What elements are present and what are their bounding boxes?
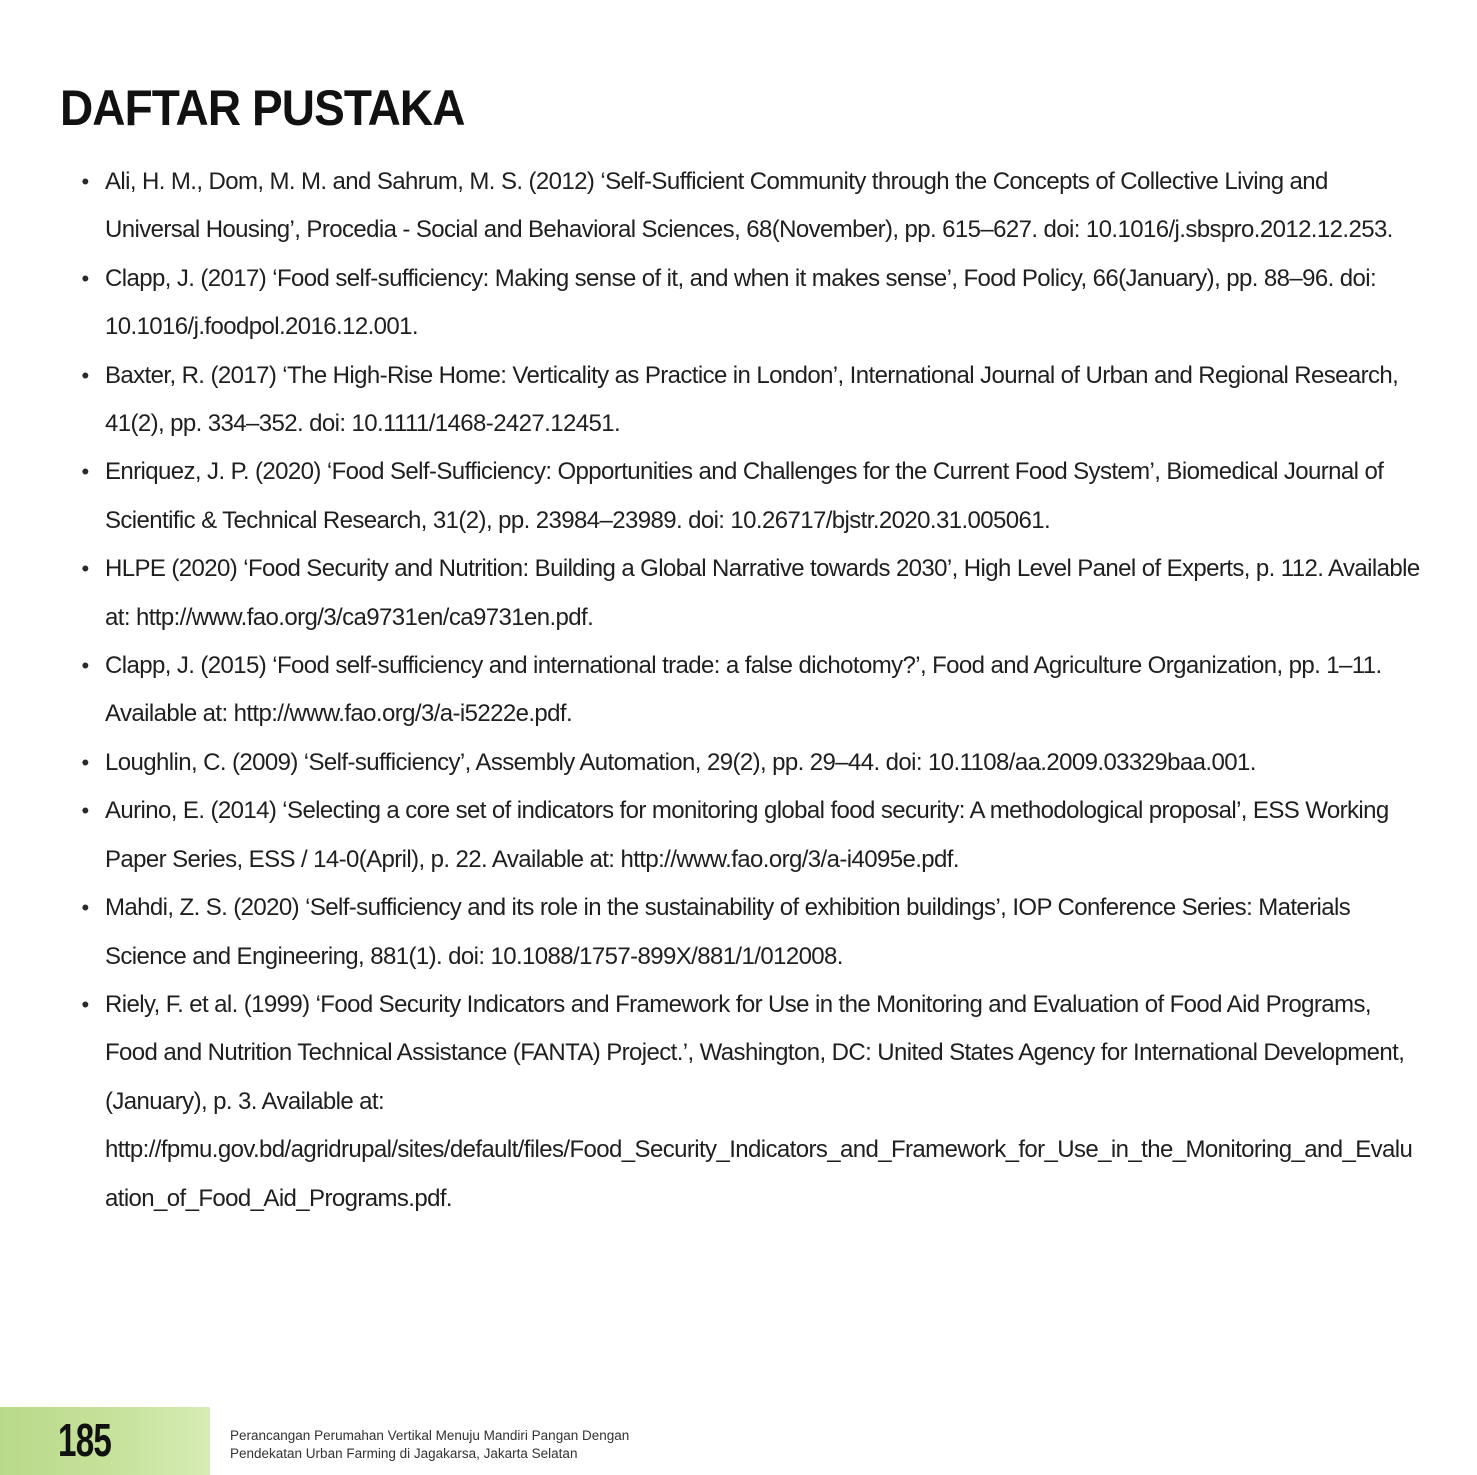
- reference-item: [78, 158, 1423, 255]
- page-footer: [0, 1407, 1477, 1475]
- page-title: DAFTAR PUSTAKA: [60, 80, 465, 136]
- reference-text: Aurino, E. (2014) ‘Selecting a core set of indicators for monitoring global food security: A methodological proposal’, ESS Working Paper Series, ESS / 14-0(April), p. 22. Available at: http://www.fao.org/3/a-i4095e.pdf.: [105, 797, 1389, 873]
- bullet-icon: •: [81, 798, 89, 824]
- bullet-icon: •: [81, 991, 89, 1017]
- reference-item: [78, 545, 1423, 642]
- reference-item: [78, 739, 1423, 787]
- bullet-icon: •: [81, 459, 89, 485]
- bullet-icon: •: [81, 556, 89, 582]
- reference-text: Clapp, J. (2015) ‘Food self-sufficiency and international trade: a false dichotomy?’, Food and Agriculture Organization, pp. 1–11. Available at: http://www.fao.org/3/a-i5222e.pdf.: [105, 652, 1382, 728]
- bullet-icon: •: [81, 895, 89, 921]
- footer-caption-line-2: Pendekatan Urban Farming di Jagakarsa, Jakarta Selatan: [230, 1446, 578, 1461]
- bullet-icon: •: [81, 653, 89, 679]
- reference-item: [78, 352, 1423, 449]
- reference-text: Clapp, J. (2017) ‘Food self-sufficiency: Making sense of it, and when it makes sense’, Food Policy, 66(January), pp. 88–96. doi: 10.1016/j.foodpol.2016.12.001.: [105, 264, 1377, 341]
- reference-text: Ali, H. M., Dom, M. M. and Sahrum, M. S. (2012) ‘Self-Sufficient Community through the Concepts of Collective Living and Universal Housing’, Procedia - Social and Behavioral Sciences, 68(November), pp. 615–627. doi: 10.1016/j.sbspro.2012.12.253.: [105, 168, 1393, 244]
- footer-caption-line-1: Perancangan Perumahan Vertikal Menuju Mandiri Pangan Dengan: [230, 1428, 630, 1443]
- reference-text: HLPE (2020) ‘Food Security and Nutrition: Building a Global Narrative towards 2030’, High Level Panel of Experts, p. 112. Available at: http://www.fao.org/3/ca9731en/ca9731en.pdf.: [105, 555, 1420, 631]
- reference-text: Enriquez, J. P. (2020) ‘Food Self-Sufficiency: Opportunities and Challenges for the Current Food System’, Biomedical Journal of Scientific & Technical Research, 31(2), pp. 23984–23989. doi: 10.26717/bjstr.2020.31.005061.: [105, 458, 1384, 534]
- reference-text: Baxter, R. (2017) ‘The High-Rise Home: Verticality as Practice in London’, International Journal of Urban and Regional Research, 41(2), pp. 334–352. doi: 10.1111/1468-2427.12451.: [105, 361, 1399, 438]
- reference-item: [78, 448, 1423, 545]
- reference-item: [78, 642, 1423, 739]
- reference-text: Loughlin, C. (2009) ‘Self-sufficiency’, Assembly Automation, 29(2), pp. 29–44. doi: 10.1108/aa.2009.03329baa.001.: [105, 748, 1256, 776]
- reference-list: [78, 158, 1423, 1223]
- bullet-icon: •: [81, 362, 89, 388]
- reference-text: Riely, F. et al. (1999) ‘Food Security Indicators and Framework for Use in the Monitoring and Evaluation of Food Aid Programs, Food and Nutrition Technical Assistance (FANTA) Project.’, Washington, DC: United States Agency for International Development, (January), p. 3. Available at: http://fpmu.gov.bd/agridrupal/sites/default/files/Food_Security_Indicators_and_Framework_for_Use_in_the_Monitoring_and_Evaluation_of_Food_Aid_Programs.pdf.: [105, 990, 1413, 1212]
- page-number: 185: [58, 1414, 112, 1466]
- bullet-icon: •: [81, 265, 89, 291]
- reference-text: Mahdi, Z. S. (2020) ‘Self-sufficiency and its role in the sustainability of exhibition buildings’, IOP Conference Series: Materials Science and Engineering, 881(1). doi: 10.1088/1757-899X/881/1/012008.: [105, 894, 1351, 970]
- bullet-icon: •: [81, 749, 89, 775]
- reference-item: [78, 787, 1423, 884]
- reference-item: [78, 981, 1423, 1223]
- reference-item: [78, 884, 1423, 981]
- footer-caption: [230, 1427, 629, 1463]
- reference-item: [78, 255, 1423, 352]
- bullet-icon: •: [81, 169, 89, 194]
